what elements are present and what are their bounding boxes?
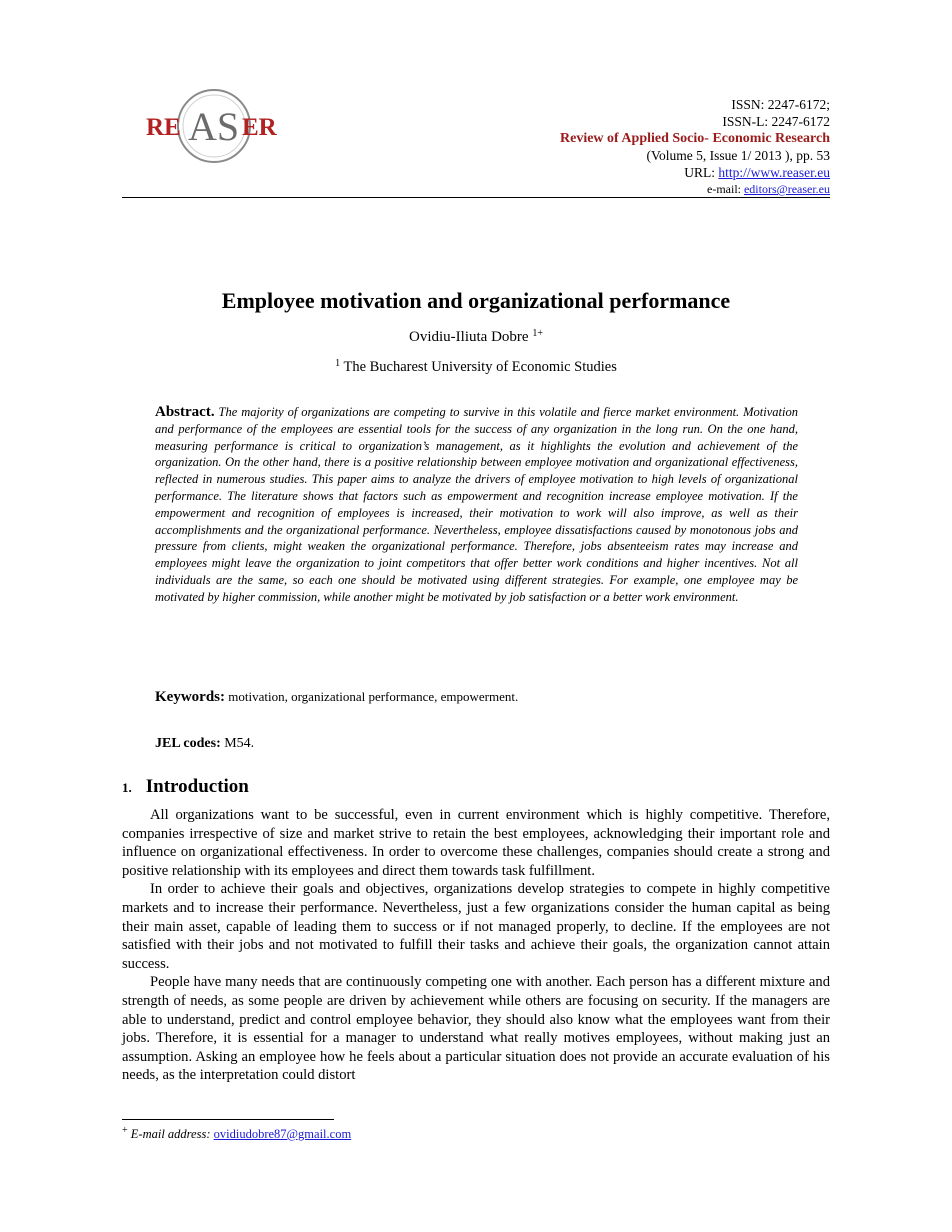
footnote (122, 1126, 351, 1142)
issn-l: ISSN-L: 2247-6172 (722, 114, 830, 129)
section-heading (122, 775, 249, 800)
footnote-label: E-mail address: (127, 1127, 214, 1141)
abstract (155, 404, 798, 606)
body-text (122, 806, 830, 1085)
page-header (122, 86, 830, 196)
paper-title: Employee motivation and organizational performance (221, 288, 731, 313)
header-divider (122, 197, 830, 198)
journal-url-link[interactable]: http://www.reaser.eu (718, 165, 830, 180)
paragraph: In order to achieve their goals and objectives, organizations develop strategies to compete in highly competitive markets and to increase their performance. Nevertheless, just a few organizations consider the human capital as being their main asset, capable of leading them to success or if not managed properly, to decline. If the employees are not satisfied with their jobs and not motivated to fulfill their tasks and achieve their goals, the organization cannot attain success. (122, 881, 830, 972)
section-number: 1. (122, 780, 132, 795)
editors-email-link[interactable]: editors@reaser.eu (743, 182, 830, 196)
jel-label: JEL codes: (155, 736, 221, 751)
journal-info (560, 96, 830, 197)
abstract-text: The majority of organizations are competing to survive in this volatile and fierce market environment. Motivation and performance of the employees are essential tools for the success of any organization in the long run. On the one hand, measuring performance is critical to organization’s management, as it highlights the evolution and achievement of the organization. On the other hand, there is a positive relationship between employee motivation and organizational effectiveness, reflected in numerous studies. This paper aims to analyze the drivers of employee motivation to high levels of organizational performance. The literature shows that factors such as empowerment and recognition increase employee motivation. If the empowerment and recognition of employees is increased, their motivation to work will also improve, as well as their accomplishments and the organizational performance. Nevertheless, employee dissatisfactions caused by monotonous jobs and pressure from clients, might weaken the organizational performance. Therefore, jobs absenteeism rates may increase and employees might leave the organization to joint competitors that offer better work conditions and higher incentives. Not all individuals are the same, so each one should be motivated using different strategies. For example, one employee may be motivated by higher commission, while another might be motivated by job satisfaction or a better work environment. (155, 405, 798, 604)
paragraph: People have many needs that are continuously competing one with another. Each person has a different mixture and strength of needs, as some people are driven by achievement while others are focusing on security. If the managers are able to understand, predict and control employee behavior, they should also know what the employees want from their jobs. Therefore, it is essential for a manager to understand what really motives employees, without making just an assumption. Asking an employee how he feels about a particular situation does not provide an accurate evaluation of his needs, as the interpretation could distort (122, 974, 830, 1084)
journal-name: Review of Applied Socio- Economic Research (560, 131, 830, 146)
affiliation-superscript: 1 (335, 358, 341, 369)
svg-text:ER: ER (242, 114, 277, 141)
abstract-label: Abstract. (155, 404, 215, 420)
affiliation-line (0, 356, 952, 378)
author-name: Ovidiu-Iliuta Dobre (409, 329, 533, 345)
svg-text:AS: AS (188, 104, 240, 149)
author-line (0, 326, 952, 348)
email-line: e-mail: editors@reaser.eu (707, 182, 830, 196)
author-email-link[interactable]: ovidiudobre87@gmail.com (213, 1127, 352, 1141)
footnote-marker: + (122, 1125, 128, 1136)
author-superscript: 1+ (532, 328, 543, 339)
url-line: URL: http://www.reaser.eu (684, 165, 830, 180)
paragraph: All organizations want to be successful, even in current environment which is highly competitive. Therefore, companies irrespective of size and market strive to retain the best employees, acknowledging their important role and influence on organizational effectiveness. In order to overcome these challenges, companies should create a strong and positive relationship with its employees and direct them towards task fulfillment. (122, 807, 830, 879)
jel-codes (155, 734, 798, 754)
jel-text: M54. (220, 736, 255, 751)
keywords (155, 687, 798, 707)
volume-info: (Volume 5, Issue 1/ 2013 ), pp. 53 (646, 148, 830, 163)
keywords-label: Keywords: (155, 689, 225, 705)
reaser-logo (144, 86, 284, 166)
affiliation: The Bucharest University of Economic Studies (340, 359, 617, 375)
svg-text:RE: RE (146, 114, 181, 141)
keywords-text: motivation, organizational performance, empowerment. (225, 689, 519, 704)
issn: ISSN: 2247-6172; (731, 97, 830, 112)
section-title: Introduction (145, 776, 249, 797)
footnote-divider (122, 1119, 334, 1120)
